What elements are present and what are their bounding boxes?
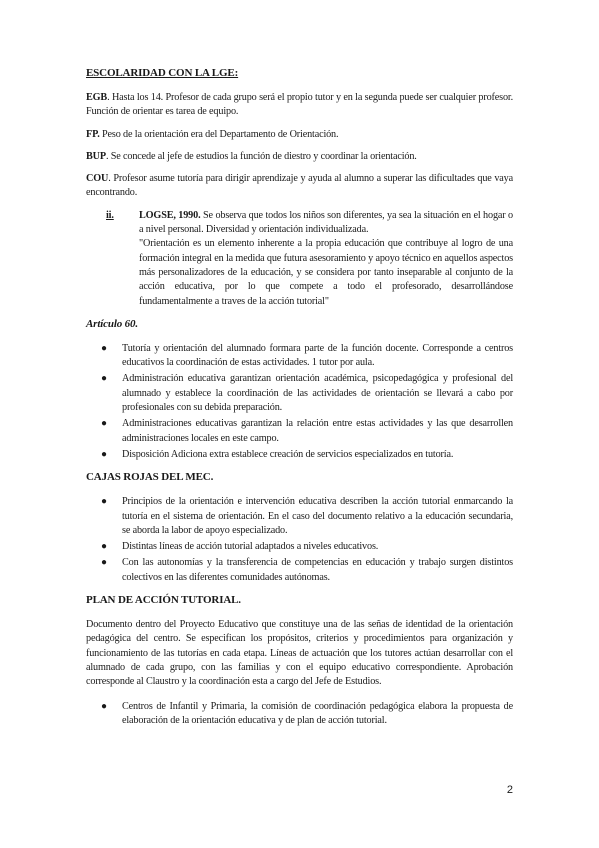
list-item-text: Con las autonomías y la transferencia de competencias en educación y trabajo surgen distintos colectivos en las diferentes comunidades autónomas. [122, 557, 513, 583]
text-egb: . Hasta los 14. Profesor de cada grupo será el propio tutor y en la segunda puede ser cualquier profesor. Función de orientar es tarea de equipo. [86, 92, 513, 118]
paragraph-cou [86, 172, 513, 201]
numbered-item-logse [106, 209, 513, 309]
logse-paragraph [139, 209, 513, 238]
list-articulo-60 [86, 342, 513, 462]
heading-plan-accion-tutorial: PLAN DE ACCIÓN TUTORIAL. [86, 594, 241, 607]
label-bup: BUP [86, 150, 106, 162]
bullet-icon: ● [101, 700, 107, 712]
label-egb: EGB [86, 92, 108, 103]
bullet-icon: ● [101, 541, 107, 553]
text-fp: Peso de la orientación era del Departamento de Orientación. [99, 128, 339, 140]
document-body [86, 66, 513, 728]
list-item-text: Administración educativa garantizan orientación académica, psicopedagógica y profesional del alumnado y establece la coordinación de las actividades de orientación se llevará a cabo por profesionales con su debida preparación. [122, 373, 513, 414]
list-cajas-rojas [86, 495, 513, 585]
list-item [86, 556, 513, 585]
label-logse: LOGSE, 1990. [139, 209, 201, 221]
text-logse: Se observa que todos los niños son diferentes, ya sea la situación en el hogar o a nivel personal. Diversidad y orientación individualizada. [139, 209, 513, 236]
text-bup: . Se concede al jefe de estudios la función de diestro y coordinar la orientación. [105, 150, 417, 162]
bullet-icon: ● [101, 496, 107, 508]
list-item-text: Centros de Infantil y Primaria, la comisión de coordinación pedagógica elabora la propuesta de elaboración de la orientación educativa y de plan de acción tutorial. [122, 700, 513, 726]
bullet-icon: ● [101, 557, 107, 569]
list-item-text: Principios de la orientación e intervención educativa describen la acción tutorial enmarcando la tutoría en el sistema de orientación. En el caso del documento relativo a la educación secundaria, se aborda la labor de apoyo especializado. [122, 496, 513, 536]
heading-articulo-60: Artículo 60. [86, 317, 138, 330]
list-item [86, 342, 513, 371]
list-item [86, 448, 513, 462]
list-item-text: Administraciones educativas garantizan la relación entre estas actividades y las que desarrollen administraciones locales en este campo. [122, 418, 513, 444]
list-item [86, 700, 513, 729]
bullet-icon: ● [101, 448, 107, 460]
list-item-text: Distintas líneas de acción tutorial adaptados a niveles educativos. [122, 541, 379, 553]
text-cou: . Profesor asume tutoría para dirigir aprendizaje y ayuda al alumno a superar las dificultades que vaya encontrando. [86, 173, 513, 199]
list-item [86, 495, 513, 538]
logse-content [139, 209, 513, 309]
list-item-text: Tutoría y orientación del alumnado formara parte de la función docente. Corresponde a centros educativos la coordinación de estas actividades. 1 tutor por aula. [122, 342, 513, 369]
roman-numeral: ii. [106, 209, 114, 221]
list-plan [86, 700, 513, 729]
list-item [86, 372, 513, 415]
page-number: 2 [506, 784, 513, 796]
list-item [86, 417, 513, 446]
label-cou: COU [86, 173, 109, 185]
paragraph-egb [86, 91, 513, 120]
label-fp: FP. [86, 128, 100, 140]
bullet-icon: ● [101, 418, 107, 430]
logse-quote: "Orientación es un elemento inherente a la propia educación que contribuye al logro de una formación integral en la medida que futura asesoramiento y apoyo técnico en aquellos aspectos más personalizadores de la educación, y se considera por tanto inseparable al conjunto de la acción educativa, por lo que compete a todo el profesorado, desarrollándose fundamentalmente a traves de la acción tutorial" [139, 238, 513, 307]
bullet-icon: ● [101, 373, 107, 385]
list-item [86, 540, 513, 554]
list-item-text: Disposición Adiciona extra establece creación de servicios especializados en tutoría. [122, 448, 454, 460]
paragraph-plan: Documento dentro del Proyecto Educativo que constituye una de las señas de identidad de la orientación pedagógica del centro. Se especifican los propósitos, criterios y procedimientos para organización y funcionamiento de las tutorías en cada etapa. Líneas de actuación que los tutores actúan desarrollar con el alumnado de cada grupo, con las familias y con el equipo educativo correspondiente. Aprobación corresponde al Claustro y la coordinación esta a cargo del Jefe de Estudios. [86, 619, 513, 688]
heading-cajas-rojas: CAJAS ROJAS DEL MEC. [86, 471, 214, 484]
paragraph-bup [86, 150, 513, 164]
paragraph-fp [86, 128, 513, 142]
heading-escolaridad: ESCOLARIDAD CON LA LGE: [86, 67, 239, 79]
bullet-icon: ● [101, 342, 107, 354]
